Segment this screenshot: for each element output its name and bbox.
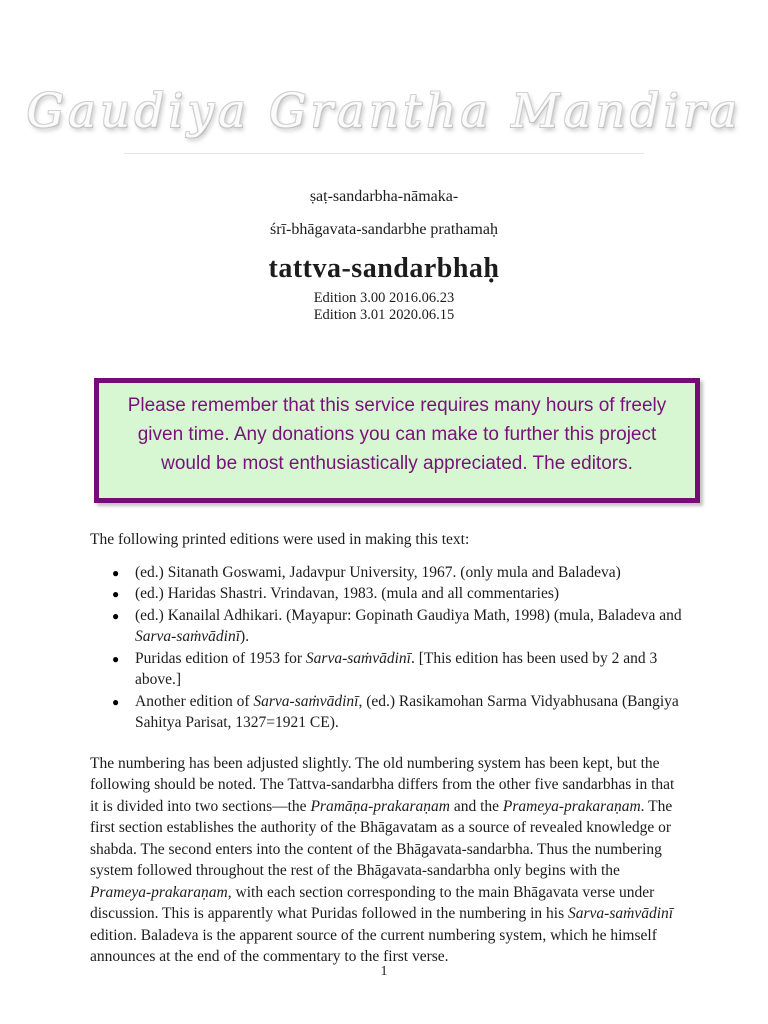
list-item: ● (ed.) Sitanath Goswami, Jadavpur University, 1967. (only mula and Baladeva) xyxy=(120,562,682,584)
editions-list xyxy=(120,562,682,734)
list-item: ● (ed.) Kanailal Adhikari. (Mayapur: Gopinath Gaudiya Math, 1998) (mula, Baladeva and Sarva-saṁvādinī). xyxy=(120,605,682,648)
list-item: ● Another edition of Sarva-saṁvādinī, (ed.) Rasikamohan Sarma Vidyabhusana (Bangiya Sahitya Parisat, 1327=1921 CE). xyxy=(120,691,682,734)
series-line-1: ṣaṭ-sandarbha-nāmaka- xyxy=(309,188,459,205)
gaudiya-grantha-mandira-logo: Gaudiya Grantha Mandira xyxy=(26,84,742,139)
series-line-2: śrī-bhāgavata-sandarbhe prathamaḥ xyxy=(270,221,498,238)
numbering-paragraph: The numbering has been adjusted slightly. The old numbering system has been kept, but the following should be noted. The Tattva-sandarbha differs from the other five sandarbhas in that it is divided into two sections—the Pramāṇa-prakaraṇam and the Prameya-prakaraṇam. The first section establishes the authority of the Bhāgavatam as a source of revealed knowledge or shabda. The second enters into the content of the Bhāgavata-sandarbha. Thus the numbering system followed throughout the rest of the Bhāgavata-sandarbha only begins with the Prameya-prakaraṇam, with each section corresponding to the main Bhāgavata verse under discussion. This is apparently what Puridas followed in the numbering in his Sarva-saṁvādinī edition. Baladeva is the apparent source of the current numbering system, which he himself announces at the end of the commentary to the first verse. xyxy=(90,754,675,965)
front-matter xyxy=(0,188,768,324)
edition-line-2: Edition 3.01 2020.06.15 xyxy=(313,307,455,323)
edition-line-1: Edition 3.00 2016.06.23 xyxy=(313,290,455,306)
donation-notice-text: Please remember that this service requires many hours of freely given time. Any donations you can make to further this project would be most enthusiastically appreciated. The editors. xyxy=(127,395,667,474)
donation-notice-box xyxy=(94,378,700,503)
logo-divider xyxy=(124,153,644,154)
logo-header xyxy=(0,0,768,154)
list-item: ● (ed.) Haridas Shastri. Vrindavan, 1983. (mula and all commentaries) xyxy=(120,583,682,605)
edition-info xyxy=(0,290,768,324)
editions-intro-paragraph: The following printed editions were used in making this text: xyxy=(90,531,470,548)
list-item: ● Puridas edition of 1953 for Sarva-saṁvādinī. [This edition has been used by 2 and 3 above.] xyxy=(120,648,682,691)
body-content xyxy=(90,529,682,968)
document-title: tattva-sandarbhaḥ xyxy=(268,253,500,284)
page-number: 1 xyxy=(380,964,388,979)
